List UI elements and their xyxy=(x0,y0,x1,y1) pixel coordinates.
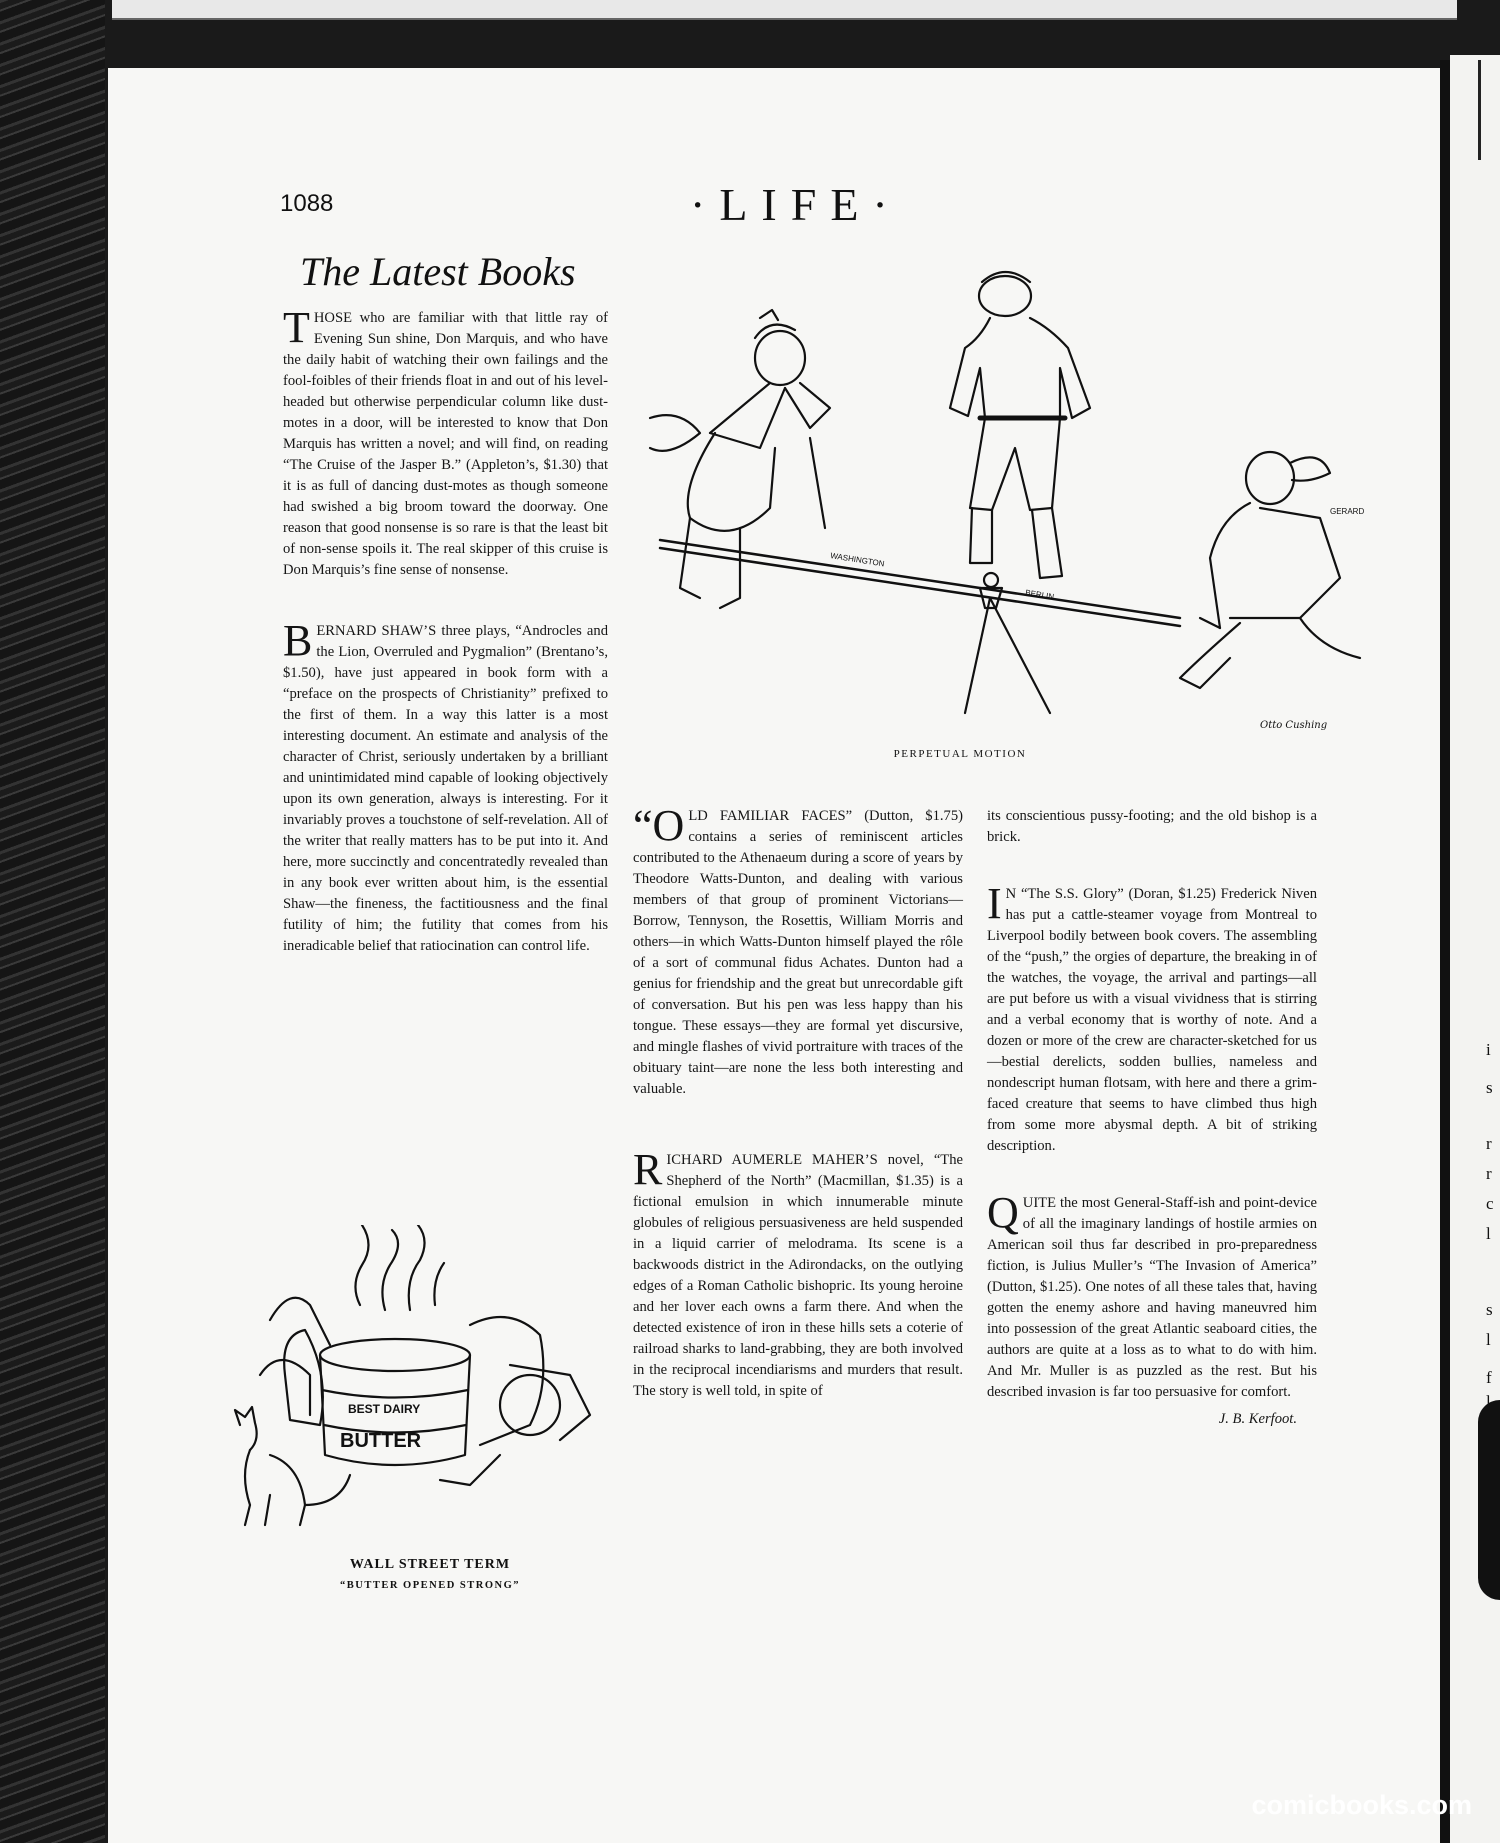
adjacent-page-border xyxy=(1478,60,1500,160)
fallen-man-figure xyxy=(260,1298,590,1485)
butter-cartoon xyxy=(210,1225,610,1545)
column-1 xyxy=(283,303,608,957)
steam-lines xyxy=(355,1225,444,1310)
page-gutter xyxy=(1440,60,1450,1843)
adjacent-letter: c xyxy=(1486,1194,1494,1213)
adjacent-letter: l xyxy=(1486,1224,1491,1243)
artist-signature: Otto Cushing xyxy=(1260,720,1328,731)
column-3 xyxy=(987,806,1317,1430)
masthead: ·LIFE· xyxy=(690,179,902,230)
previous-page-strip xyxy=(112,0,1457,20)
page-number: 1088 xyxy=(280,190,334,217)
drop-cap: I xyxy=(987,879,1002,928)
review-muller xyxy=(987,1188,1317,1403)
butter-caption-subtitle: “BUTTER OPENED STRONG” xyxy=(339,1580,521,1591)
tub-label-best-dairy: BEST DAIRY xyxy=(348,1402,421,1416)
center-sailor-figure xyxy=(950,272,1090,578)
author-signature: J. B. Kerfoot. xyxy=(1218,1411,1297,1427)
watermark: comicbooks.com xyxy=(1251,1790,1472,1820)
review-text: HOSE who are familiar with that little ray of Evening Sun shine, Don Marquis, and who have the daily habit of watching their own failings and the fool-foibles of their friends float in and out of his level-headed but otherwise perpendicular column like dust-motes in a door, will be interested to know that Don Marquis has written a novel; and will find, on reading “The Cruise of the Jasper B.” (Appleton’s, $1.30) that it is as full of dancing dust-motes as though someone had swished a big broom toward the doorway. One reason that good nonsense is so rare is that the least bit of non-sense spoils it. The real skipper of this cruise is Don Marquis’s fine sense of nonsense. xyxy=(283,310,608,578)
tub-label-butter: BUTTER xyxy=(340,1430,422,1452)
scan-left-edge xyxy=(0,0,105,1843)
review-marquis xyxy=(283,303,608,581)
column-2 xyxy=(633,801,963,1402)
adjacent-letter: r xyxy=(1486,1164,1492,1183)
adjacent-letter: f xyxy=(1486,1368,1492,1387)
seesaw-pivot xyxy=(984,573,998,587)
review-text: LD FAMILIAR FACES” (Dutton, $1.75) contains a series of reminiscent articles contributed to the Athenaeum during a score of years by Theodore Watts-Dunton, and dealing with various members of that group of prominent Victorians—Borrow, Tennyson, the Rosettis, William Morris and others—in which Watts-Dunton himself played the rôle of a sort of communal fidus Achates. Dunton had a genius for friendship and the great but unrecordable gift of conversation. But his pen was less happy than his tongue. These essays—they are formal yet discursive, and mingle flashes of vivid portraiture with traces of the obituary taint—are none the less both interesting and valuable. xyxy=(633,808,963,1097)
figure-label-gerard: GERARD xyxy=(1330,507,1365,516)
adjacent-letter: l xyxy=(1486,1392,1491,1411)
butter-caption-title: WALL STREET TERM xyxy=(349,1557,511,1572)
review-watts-dunton xyxy=(633,801,963,1100)
cat-figure xyxy=(235,1407,350,1525)
adjacent-letter: s xyxy=(1486,1078,1493,1097)
review-maher-continued xyxy=(987,806,1317,848)
review-text: N “The S.S. Glory” (Doran, $1.25) Frederick Niven has put a cattle-steamer voyage from Montreal to Liverpool bodily between book covers. The assembling of the “push,” the orgies of departure, the breaking in of the watches, the voyage, the arrival and partings—all are put before us with a visual vividness that is stirring and a verbal economy that is worthy of note. And a dozen or more of the crew are character-sketched for us —bestial derelicts, sodden bullies, nameless and nondescript human flotsam, with here and there a grim-faced creature that seems to have climbed thus high from some more abysmal depth. A bit of striking description. xyxy=(987,886,1317,1154)
seesaw-stand xyxy=(965,588,1050,713)
adjacent-letter: l xyxy=(1486,1330,1491,1349)
beam-label-berlin: BERLIN xyxy=(1024,588,1055,602)
review-shaw xyxy=(283,616,608,957)
drop-cap: T xyxy=(283,303,310,352)
drop-cap: “O xyxy=(633,801,685,850)
section-title: The Latest Books xyxy=(300,249,576,294)
seesaw-beam xyxy=(660,540,1180,626)
perpetual-motion-cartoon xyxy=(620,258,1380,738)
adjacent-letter: r xyxy=(1486,1134,1492,1153)
review-maher xyxy=(633,1145,963,1402)
right-woman-figure xyxy=(1180,452,1360,688)
adjacent-letter: i xyxy=(1486,1040,1491,1059)
beam-label-washington: WASHINGTON xyxy=(829,551,886,569)
review-text: its conscientious pussy-footing; and the old bishop is a brick. xyxy=(987,808,1317,845)
review-niven xyxy=(987,879,1317,1157)
review-text: UITE the most General-Staff-ish and point-device of all the imaginary landings of hostile armies on American soil thus far described in pro-preparedness fiction, is Julius Muller’s “The Invasion of America” (Dutton, $1.25). One notes of all these tales that, having gotten the enemy ashore and having maneuvred him into possession of the great Atlantic seaboard cities, the authors are quite at a loss as to what to do with him. And Mr. Muller is as puzzled as the rest. But his described invasion is far too persuasive for comfort. xyxy=(987,1195,1317,1400)
left-woman-figure xyxy=(650,310,830,608)
adjacent-letter: s xyxy=(1486,1300,1493,1319)
review-text: ERNARD SHAW’S three plays, “Androcles and the Lion, Overruled and Pygmalion” (Brentano’s, $1.50), have just appeared in book form with a “preface on the prospects of Christianity” prefixed to the first of them. In a way this latter is a most interesting document. An estimate and analysis of the character of Christ, seriously undertaken by a brilliant and unintimidated mind capable of looking objectively upon its own generation, always is interesting. For it invariably proves a touchstone of self-revelation. All of the writer that really matters has to be put into it. And here, more succinctly and concentratedly revealed than in any book ever written about him, is the essential Shaw—the fineness, the factitiousness and the final futility of him; the futility that comes from his ineradicable belief that ratiocination can control life. xyxy=(283,623,608,954)
drop-cap: R xyxy=(633,1145,663,1194)
adjacent-page-dark-mark xyxy=(1478,1400,1500,1600)
perpetual-motion-caption: PERPETUAL MOTION xyxy=(893,748,1027,760)
butter-tub-rim xyxy=(320,1339,470,1371)
drop-cap: Q xyxy=(987,1188,1019,1237)
review-text: ICHARD AUMERLE MAHER’S novel, “The Shepherd of the North” (Macmillan, $1.35) is a fictional emulsion in which innumerable minute globules of religious persuasiveness are held suspended in a liquid carrier of melodrama. Its scene is a backwoods district in the Adirondacks, on the outlying edges of a Roman Catholic bishopric. Its young heroine and her lover each owns a farm there. And when the detected existence of iron in these hills sets a coterie of railroad sharks to land-grabbing, they are both involved in the reciprocal incendiarisms and murders that result. The story is well told, in spite of xyxy=(633,1152,963,1399)
drop-cap: B xyxy=(283,616,313,665)
